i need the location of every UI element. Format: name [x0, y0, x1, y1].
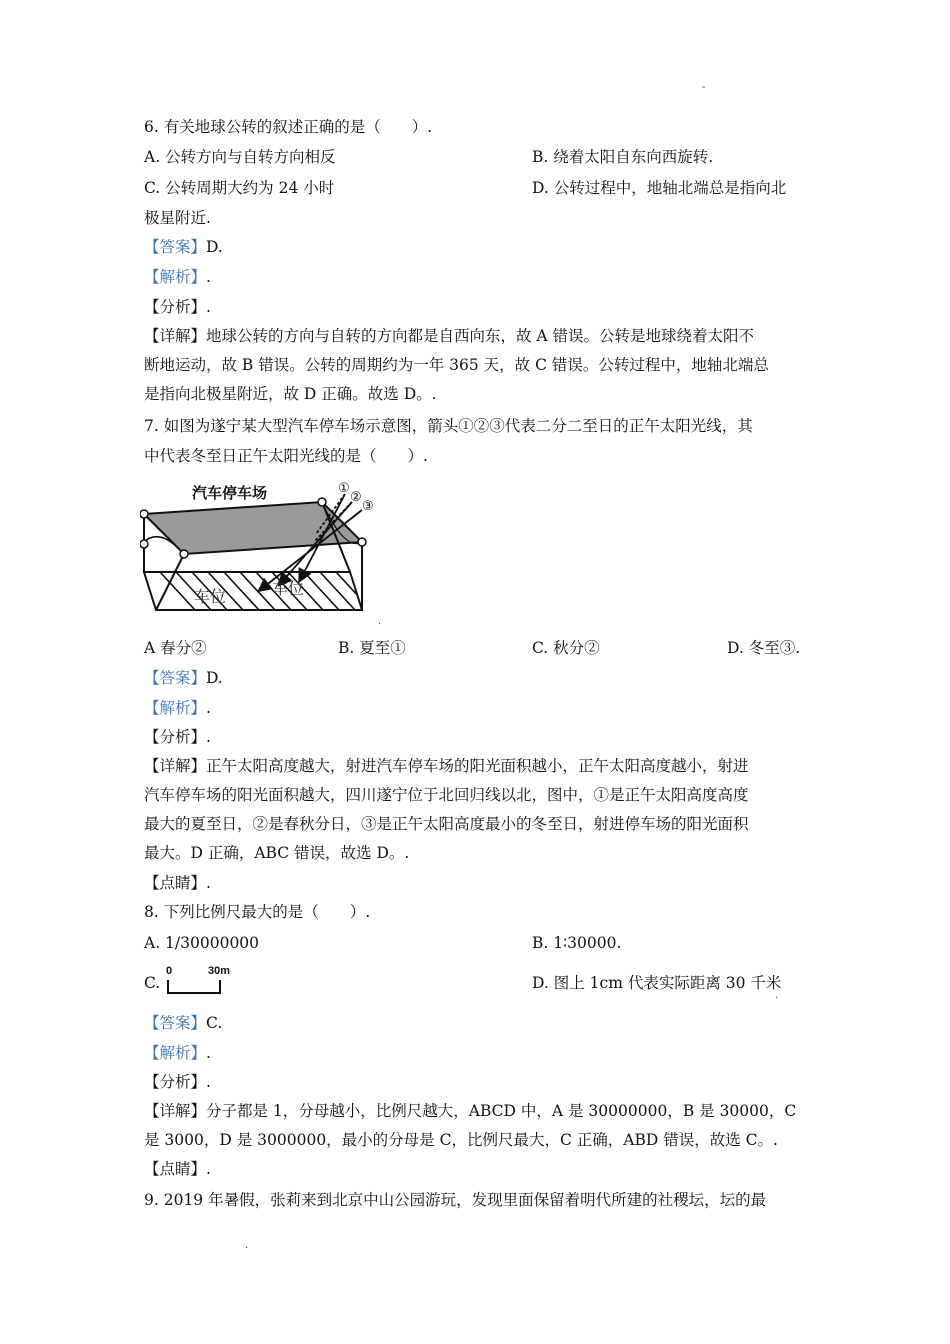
q6-stem: 6. 有关地球公转的叙述正确的是（ ）. [144, 118, 433, 136]
q6-fenxi: 【分析】. [144, 298, 211, 316]
q8-option-b: B. 1∶30000. [532, 934, 622, 952]
q8-analysis [144, 1043, 211, 1063]
q7-option-b: B. 夏至① [338, 639, 406, 657]
q7-detail-line-4: 最大。D 正确，ABC 错误，故选 D。. [144, 844, 410, 862]
parking-lot-diagram [140, 472, 390, 627]
q6-option-d: D. 公转过程中，地轴北端总是指向北 [532, 179, 787, 197]
q7-option-c: C. 秋分② [532, 639, 600, 657]
figure-dot: . [378, 616, 382, 627]
scale-bar [164, 963, 244, 1001]
analysis-value: . [206, 1044, 211, 1062]
answer-tag: 【答案】 [144, 669, 207, 687]
answer-tag: 【答案】 [144, 1014, 207, 1032]
q6-option-a: A. 公转方向与自转方向相反 [144, 148, 336, 166]
q8-answer [144, 1013, 222, 1033]
corner-mark: - [702, 82, 706, 93]
ray-label-3: ③ [362, 499, 374, 514]
scale-end-label: 30m [208, 965, 231, 977]
figure-title: 汽车停车场 [192, 485, 268, 502]
parking-lot-figure [140, 472, 390, 631]
answer-tag: 【答案】 [144, 238, 207, 256]
q6-detail-line-2: 断地运动，故 B 错误。公转的周期约为一年 365 天，故 C 错误。公转过程中，地轴北端总 [144, 356, 769, 374]
q7-stem-line-1: 7. 如图为遂宁某大型汽车停车场示意图，箭头①②③代表二分二至日的正午太阳光线，其 [144, 417, 753, 435]
q8-stem: 8. 下列比例尺最大的是（ ）. [144, 903, 371, 921]
parking-hatch [160, 572, 371, 610]
q6-option-d-continued: 极星附近. [144, 209, 211, 227]
q7-option-a: A 春分② [144, 639, 207, 657]
q8-dianjing: 【点睛】. [144, 1160, 211, 1178]
q7-detail-line-3: 最大的夏至日，②是春秋分日，③是正午太阳高度最小的冬至日，射进停车场的阳光面积 [144, 815, 749, 833]
scale-zero-label: 0 [166, 965, 173, 977]
footer-dot: . [245, 1240, 249, 1251]
analysis-value: . [206, 268, 211, 286]
ray-label-1: ① [338, 481, 350, 496]
q6-option-c: C. 公转周期大约为 24 小时 [144, 179, 335, 197]
q6-detail-line-3: 是指向北极星附近，故 D 正确。故选 D。. [144, 385, 437, 403]
q8-option-a: A. 1/30000000 [144, 934, 260, 952]
q7-detail-line-2: 汽车停车场的阳光面积越大，四川遂宁位于北回归线以北，图中，①是正午太阳高度高度 [144, 786, 749, 804]
scale-line [168, 980, 220, 993]
option-d-dot: . [775, 990, 779, 1001]
q7-fenxi: 【分析】. [144, 728, 211, 746]
analysis-tag: 【解析】 [144, 268, 207, 286]
q8-detail-line-2: 是 3000，D 是 3000000，最小的分母是 C，比例尺最大，C 正确，ABD 错误，故选 C。. [144, 1131, 778, 1149]
q7-detail-line-1: 【详解】正午太阳高度越大，射进汽车停车场的阳光面积越小，正午太阳高度越小，射进 [144, 757, 749, 775]
q8-option-d: D. 图上 1cm 代表实际距离 30 千米 [532, 974, 782, 992]
q6-detail-line-1: 【详解】地球公转的方向与自转的方向都是自西向东，故 A 错误。公转是地球绕着太阳不 [144, 327, 755, 345]
q7-answer [144, 668, 223, 688]
q8-detail-line-1: 【详解】分子都是 1，分母越小，比例尺越大，ABCD 中，A 是 30000000，B 是 30000，C [144, 1102, 797, 1120]
answer-value: D. [206, 238, 223, 256]
q8-option-c: C. [144, 974, 161, 992]
ray-label-2: ② [350, 490, 362, 505]
analysis-tag: 【解析】 [144, 699, 207, 717]
q6-option-b: B. 绕着太阳自东向西旋转. [532, 148, 714, 166]
q8-fenxi: 【分析】. [144, 1073, 211, 1091]
q6-answer [144, 237, 223, 257]
q7-dianjing: 【点睛】. [144, 874, 211, 892]
q9-stem: 9. 2019 年暑假，张莉来到北京中山公园游玩，发现里面保留着明代所建的社稷坛，坛的最 [144, 1191, 767, 1209]
parking-label-1: 车位 [194, 589, 227, 606]
answer-value: D. [206, 669, 223, 687]
parking-label-2: 车位 [272, 581, 305, 598]
q6-analysis [144, 267, 211, 287]
analysis-value: . [206, 699, 211, 717]
answer-value: C. [206, 1014, 223, 1032]
analysis-tag: 【解析】 [144, 1044, 207, 1062]
q7-stem-line-2: 中代表冬至日正午太阳光线的是（ ）. [144, 447, 428, 465]
q7-analysis [144, 698, 211, 718]
q7-option-d: D. 冬至③. [727, 639, 801, 657]
